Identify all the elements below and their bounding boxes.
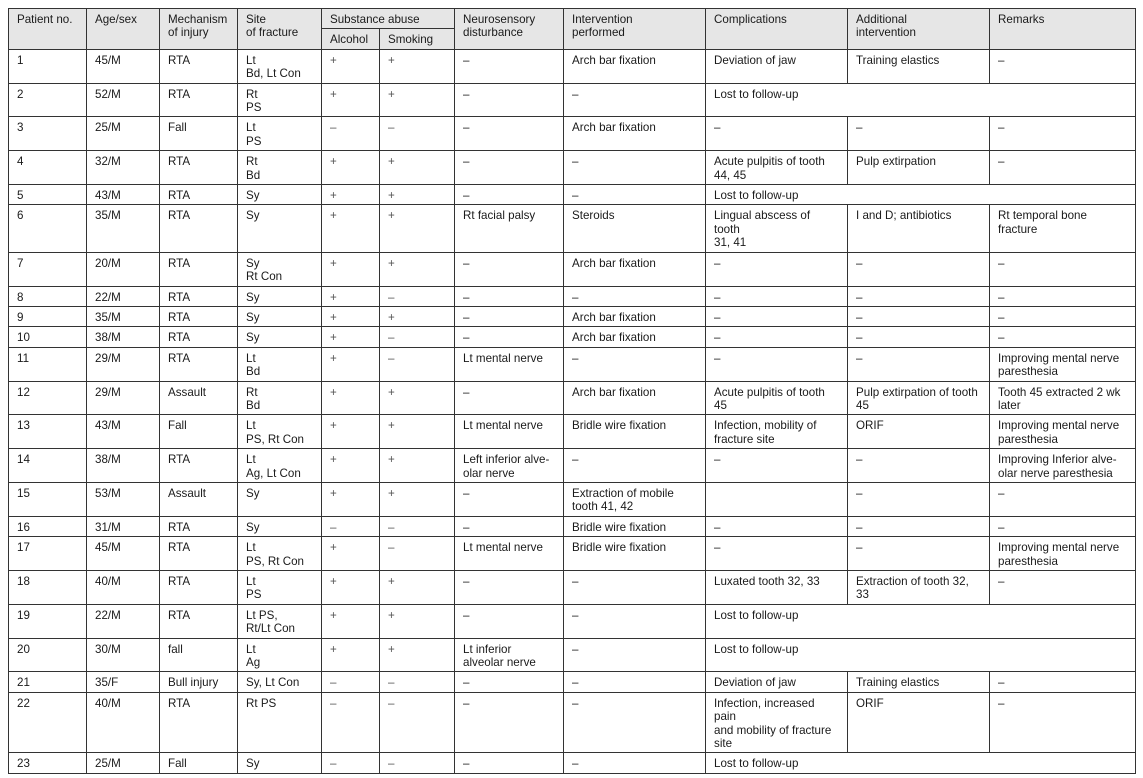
cell-patient-no: 9 (9, 306, 87, 326)
cell-intervention: Arch bar fixation (564, 252, 706, 286)
cell-age-sex: 20/M (87, 252, 160, 286)
cell-neurosensory: – (455, 516, 564, 536)
cell-intervention: – (564, 449, 706, 483)
table-row (9, 327, 1136, 347)
table-row (9, 482, 1136, 516)
cell-site: Lt Bd (238, 347, 322, 381)
table-row (9, 604, 1136, 638)
cell-additional-intervention: – (848, 516, 990, 536)
cell-patient-no: 5 (9, 185, 87, 205)
cell-intervention: – (564, 604, 706, 638)
cell-additional-intervention: ORIF (848, 415, 990, 449)
cell-age-sex: 32/M (87, 151, 160, 185)
cell-additional-intervention: ORIF (848, 692, 990, 753)
cell-intervention: – (564, 753, 706, 773)
cell-lost-to-follow-up: Lost to follow-up (706, 83, 1136, 117)
cell-remarks: – (990, 252, 1136, 286)
table-row (9, 516, 1136, 536)
cell-additional-intervention: I and D; antibiotics (848, 205, 990, 252)
cell-patient-no: 22 (9, 692, 87, 753)
cell-mechanism: RTA (160, 449, 238, 483)
cell-smoking: + (380, 415, 455, 449)
cell-age-sex: 43/M (87, 185, 160, 205)
cell-complications: – (706, 252, 848, 286)
cell-patient-no: 7 (9, 252, 87, 286)
cell-site: Sy (238, 327, 322, 347)
cell-intervention: – (564, 151, 706, 185)
cell-additional-intervention: – (848, 449, 990, 483)
cell-neurosensory: Lt mental nerve (455, 347, 564, 381)
cell-alcohol: + (322, 381, 380, 415)
cell-alcohol: – (322, 672, 380, 692)
table-row (9, 753, 1136, 773)
cell-smoking: – (380, 692, 455, 753)
header-age-sex: Age/sex (87, 9, 160, 50)
cell-mechanism: RTA (160, 347, 238, 381)
cell-remarks: – (990, 571, 1136, 605)
cell-mechanism: Assault (160, 482, 238, 516)
cell-additional-intervention: – (848, 327, 990, 347)
header-additional: Additional intervention (848, 9, 990, 50)
table-row (9, 571, 1136, 605)
cell-site: Sy Rt Con (238, 252, 322, 286)
cell-site: Lt Bd, Lt Con (238, 49, 322, 83)
cell-site: Lt PS, Rt/Lt Con (238, 604, 322, 638)
cell-alcohol: + (322, 537, 380, 571)
cell-age-sex: 31/M (87, 516, 160, 536)
cell-site: Sy (238, 286, 322, 306)
cell-mechanism: RTA (160, 83, 238, 117)
cell-site: Sy (238, 185, 322, 205)
table-row (9, 537, 1136, 571)
cell-remarks: – (990, 286, 1136, 306)
cell-patient-no: 11 (9, 347, 87, 381)
cell-alcohol: + (322, 205, 380, 252)
cell-smoking: + (380, 49, 455, 83)
cell-neurosensory: – (455, 286, 564, 306)
cell-mechanism: Fall (160, 415, 238, 449)
cell-alcohol: – (322, 692, 380, 753)
cell-complications: – (706, 117, 848, 151)
cell-age-sex: 29/M (87, 381, 160, 415)
table-row (9, 286, 1136, 306)
cell-patient-no: 23 (9, 753, 87, 773)
cell-neurosensory: – (455, 753, 564, 773)
cell-remarks: – (990, 672, 1136, 692)
cell-smoking: – (380, 672, 455, 692)
cell-remarks: – (990, 327, 1136, 347)
table-row (9, 692, 1136, 753)
cell-mechanism: RTA (160, 151, 238, 185)
table-row (9, 117, 1136, 151)
cell-smoking: + (380, 449, 455, 483)
cell-additional-intervention: – (848, 347, 990, 381)
cell-remarks: Improving mental nerve paresthesia (990, 347, 1136, 381)
cell-patient-no: 15 (9, 482, 87, 516)
cell-additional-intervention: – (848, 252, 990, 286)
cell-mechanism: RTA (160, 252, 238, 286)
cell-site: Lt Ag (238, 638, 322, 672)
cell-mechanism: RTA (160, 286, 238, 306)
cell-smoking: + (380, 252, 455, 286)
table-container (8, 8, 1135, 774)
cell-neurosensory: Lt mental nerve (455, 415, 564, 449)
cell-age-sex: 35/M (87, 306, 160, 326)
cell-alcohol: + (322, 327, 380, 347)
cell-neurosensory: – (455, 482, 564, 516)
cell-mechanism: RTA (160, 516, 238, 536)
cell-intervention: Arch bar fixation (564, 49, 706, 83)
cell-smoking: + (380, 381, 455, 415)
cell-mechanism: fall (160, 638, 238, 672)
table-header (9, 9, 1136, 50)
table-row (9, 252, 1136, 286)
header-patient-no: Patient no. (9, 9, 87, 50)
cell-age-sex: 40/M (87, 571, 160, 605)
cell-age-sex: 45/M (87, 537, 160, 571)
cell-intervention: – (564, 347, 706, 381)
cell-patient-no: 16 (9, 516, 87, 536)
cell-alcohol: + (322, 638, 380, 672)
cell-site: Sy (238, 482, 322, 516)
table-row (9, 347, 1136, 381)
header-row (9, 9, 1136, 29)
cell-remarks: Rt temporal bone fracture (990, 205, 1136, 252)
cell-smoking: – (380, 537, 455, 571)
cell-lost-to-follow-up: Lost to follow-up (706, 604, 1136, 638)
cell-remarks: – (990, 482, 1136, 516)
cell-neurosensory: – (455, 252, 564, 286)
cell-intervention: Arch bar fixation (564, 306, 706, 326)
cell-patient-no: 20 (9, 638, 87, 672)
cell-lost-to-follow-up: Lost to follow-up (706, 638, 1136, 672)
cell-alcohol: – (322, 117, 380, 151)
cell-smoking: + (380, 185, 455, 205)
cell-remarks: – (990, 516, 1136, 536)
cell-smoking: – (380, 753, 455, 773)
cell-intervention: Arch bar fixation (564, 381, 706, 415)
cell-remarks: Improving mental nerve paresthesia (990, 537, 1136, 571)
cell-neurosensory: – (455, 672, 564, 692)
cell-remarks: – (990, 49, 1136, 83)
cell-additional-intervention: – (848, 306, 990, 326)
cell-remarks: – (990, 117, 1136, 151)
cell-site: Rt PS (238, 692, 322, 753)
cell-mechanism: RTA (160, 327, 238, 347)
cell-smoking: – (380, 117, 455, 151)
cell-alcohol: – (322, 753, 380, 773)
cell-neurosensory: – (455, 185, 564, 205)
cell-neurosensory: – (455, 117, 564, 151)
cell-intervention: – (564, 185, 706, 205)
cell-mechanism: RTA (160, 49, 238, 83)
cell-patient-no: 19 (9, 604, 87, 638)
cell-smoking: – (380, 286, 455, 306)
cell-neurosensory: – (455, 381, 564, 415)
cell-neurosensory: Lt inferior alveolar nerve (455, 638, 564, 672)
cell-neurosensory: – (455, 692, 564, 753)
cell-neurosensory: – (455, 604, 564, 638)
cell-additional-intervention: – (848, 482, 990, 516)
cell-alcohol: + (322, 306, 380, 326)
cell-additional-intervention: Training elastics (848, 49, 990, 83)
cell-patient-no: 10 (9, 327, 87, 347)
cell-alcohol: + (322, 151, 380, 185)
cell-additional-intervention: Training elastics (848, 672, 990, 692)
table-row (9, 83, 1136, 117)
cell-smoking: + (380, 571, 455, 605)
header-complications: Complications (706, 9, 848, 50)
patient-table (8, 8, 1136, 774)
header-alcohol: Alcohol (322, 29, 380, 49)
table-row (9, 205, 1136, 252)
cell-intervention: – (564, 672, 706, 692)
table-row (9, 449, 1136, 483)
cell-complications: – (706, 327, 848, 347)
cell-intervention: Bridle wire fixation (564, 516, 706, 536)
cell-smoking: – (380, 327, 455, 347)
cell-complications: Acute pulpitis of tooth 45 (706, 381, 848, 415)
cell-remarks: – (990, 151, 1136, 185)
cell-site: Sy (238, 753, 322, 773)
cell-patient-no: 12 (9, 381, 87, 415)
cell-site: Lt PS (238, 571, 322, 605)
cell-alcohol: + (322, 482, 380, 516)
cell-patient-no: 18 (9, 571, 87, 605)
cell-age-sex: 29/M (87, 347, 160, 381)
cell-complications: – (706, 516, 848, 536)
cell-smoking: – (380, 516, 455, 536)
cell-complications: – (706, 347, 848, 381)
cell-alcohol: + (322, 604, 380, 638)
cell-neurosensory: – (455, 151, 564, 185)
cell-complications (706, 482, 848, 516)
cell-alcohol: – (322, 516, 380, 536)
cell-age-sex: 35/F (87, 672, 160, 692)
cell-alcohol: + (322, 185, 380, 205)
cell-age-sex: 25/M (87, 753, 160, 773)
cell-age-sex: 40/M (87, 692, 160, 753)
cell-age-sex: 38/M (87, 327, 160, 347)
cell-age-sex: 52/M (87, 83, 160, 117)
header-smoking: Smoking (380, 29, 455, 49)
cell-patient-no: 4 (9, 151, 87, 185)
cell-patient-no: 2 (9, 83, 87, 117)
cell-smoking: – (380, 347, 455, 381)
cell-lost-to-follow-up: Lost to follow-up (706, 753, 1136, 773)
cell-age-sex: 38/M (87, 449, 160, 483)
cell-smoking: + (380, 638, 455, 672)
cell-remarks: Improving Inferior alve- olar nerve paresthesia (990, 449, 1136, 483)
cell-neurosensory: Rt facial palsy (455, 205, 564, 252)
cell-mechanism: RTA (160, 205, 238, 252)
cell-site: Lt PS (238, 117, 322, 151)
cell-complications: Infection, increased pain and mobility of fracture site (706, 692, 848, 753)
cell-mechanism: RTA (160, 306, 238, 326)
cell-age-sex: 22/M (87, 604, 160, 638)
cell-intervention: – (564, 286, 706, 306)
cell-patient-no: 21 (9, 672, 87, 692)
cell-mechanism: RTA (160, 692, 238, 753)
cell-intervention: Bridle wire fixation (564, 537, 706, 571)
cell-site: Sy, Lt Con (238, 672, 322, 692)
cell-age-sex: 25/M (87, 117, 160, 151)
cell-alcohol: + (322, 49, 380, 83)
cell-neurosensory: Lt mental nerve (455, 537, 564, 571)
cell-neurosensory: – (455, 83, 564, 117)
cell-complications: Lingual abscess of tooth 31, 41 (706, 205, 848, 252)
cell-remarks: – (990, 692, 1136, 753)
cell-intervention: Steroids (564, 205, 706, 252)
cell-mechanism: RTA (160, 604, 238, 638)
cell-intervention: – (564, 638, 706, 672)
cell-intervention: – (564, 83, 706, 117)
table-row (9, 638, 1136, 672)
cell-mechanism: RTA (160, 571, 238, 605)
cell-neurosensory: – (455, 571, 564, 605)
cell-intervention: Bridle wire fixation (564, 415, 706, 449)
cell-site: Rt Bd (238, 151, 322, 185)
cell-alcohol: + (322, 571, 380, 605)
cell-site: Lt PS, Rt Con (238, 415, 322, 449)
cell-intervention: Arch bar fixation (564, 117, 706, 151)
cell-smoking: + (380, 83, 455, 117)
header-remarks: Remarks (990, 9, 1136, 50)
cell-complications: Deviation of jaw (706, 49, 848, 83)
cell-site: Rt PS (238, 83, 322, 117)
header-site: Site of fracture (238, 9, 322, 50)
table-row (9, 672, 1136, 692)
header-neurosensory: Neurosensory disturbance (455, 9, 564, 50)
table-row (9, 415, 1136, 449)
cell-neurosensory: – (455, 306, 564, 326)
cell-alcohol: + (322, 449, 380, 483)
cell-smoking: + (380, 205, 455, 252)
cell-complications: – (706, 449, 848, 483)
cell-alcohol: + (322, 347, 380, 381)
table-row (9, 185, 1136, 205)
cell-complications: – (706, 537, 848, 571)
header-intervention: Intervention performed (564, 9, 706, 50)
cell-site: Rt Bd (238, 381, 322, 415)
cell-intervention: Arch bar fixation (564, 327, 706, 347)
cell-remarks: – (990, 306, 1136, 326)
cell-site: Sy (238, 205, 322, 252)
cell-lost-to-follow-up: Lost to follow-up (706, 185, 1136, 205)
cell-intervention: – (564, 692, 706, 753)
cell-patient-no: 13 (9, 415, 87, 449)
cell-site: Sy (238, 306, 322, 326)
header-substance-abuse: Substance abuse (322, 9, 455, 29)
cell-alcohol: + (322, 286, 380, 306)
cell-complications: Luxated tooth 32, 33 (706, 571, 848, 605)
cell-mechanism: RTA (160, 185, 238, 205)
cell-smoking: + (380, 482, 455, 516)
cell-site: Lt Ag, Lt Con (238, 449, 322, 483)
cell-smoking: + (380, 604, 455, 638)
cell-complications: Deviation of jaw (706, 672, 848, 692)
cell-additional-intervention: Pulp extirpation of tooth 45 (848, 381, 990, 415)
cell-remarks: Tooth 45 extracted 2 wk later (990, 381, 1136, 415)
table-row (9, 381, 1136, 415)
cell-neurosensory: – (455, 49, 564, 83)
cell-site: Lt PS, Rt Con (238, 537, 322, 571)
header-mechanism: Mechanism of injury (160, 9, 238, 50)
cell-age-sex: 45/M (87, 49, 160, 83)
cell-neurosensory: – (455, 327, 564, 347)
cell-patient-no: 3 (9, 117, 87, 151)
cell-intervention: Extraction of mobile tooth 41, 42 (564, 482, 706, 516)
table-body (9, 49, 1136, 773)
cell-age-sex: 43/M (87, 415, 160, 449)
cell-age-sex: 22/M (87, 286, 160, 306)
cell-mechanism: Assault (160, 381, 238, 415)
cell-complications: – (706, 306, 848, 326)
table-row (9, 306, 1136, 326)
cell-additional-intervention: Extraction of tooth 32, 33 (848, 571, 990, 605)
cell-mechanism: RTA (160, 537, 238, 571)
cell-alcohol: + (322, 83, 380, 117)
cell-patient-no: 8 (9, 286, 87, 306)
cell-smoking: + (380, 306, 455, 326)
cell-age-sex: 53/M (87, 482, 160, 516)
cell-complications: Acute pulpitis of tooth 44, 45 (706, 151, 848, 185)
cell-patient-no: 6 (9, 205, 87, 252)
cell-neurosensory: Left inferior alve- olar nerve (455, 449, 564, 483)
cell-additional-intervention: – (848, 117, 990, 151)
cell-intervention: – (564, 571, 706, 605)
cell-mechanism: Fall (160, 117, 238, 151)
cell-mechanism: Fall (160, 753, 238, 773)
cell-patient-no: 17 (9, 537, 87, 571)
cell-additional-intervention: – (848, 286, 990, 306)
cell-additional-intervention: Pulp extirpation (848, 151, 990, 185)
cell-remarks: Improving mental nerve paresthesia (990, 415, 1136, 449)
table-row (9, 49, 1136, 83)
cell-smoking: + (380, 151, 455, 185)
table-row (9, 151, 1136, 185)
cell-age-sex: 35/M (87, 205, 160, 252)
cell-patient-no: 14 (9, 449, 87, 483)
cell-complications: Infection, mobility of fracture site (706, 415, 848, 449)
cell-mechanism: Bull injury (160, 672, 238, 692)
cell-alcohol: + (322, 415, 380, 449)
cell-site: Sy (238, 516, 322, 536)
cell-patient-no: 1 (9, 49, 87, 83)
cell-alcohol: + (322, 252, 380, 286)
cell-additional-intervention: – (848, 537, 990, 571)
cell-complications: – (706, 286, 848, 306)
cell-age-sex: 30/M (87, 638, 160, 672)
